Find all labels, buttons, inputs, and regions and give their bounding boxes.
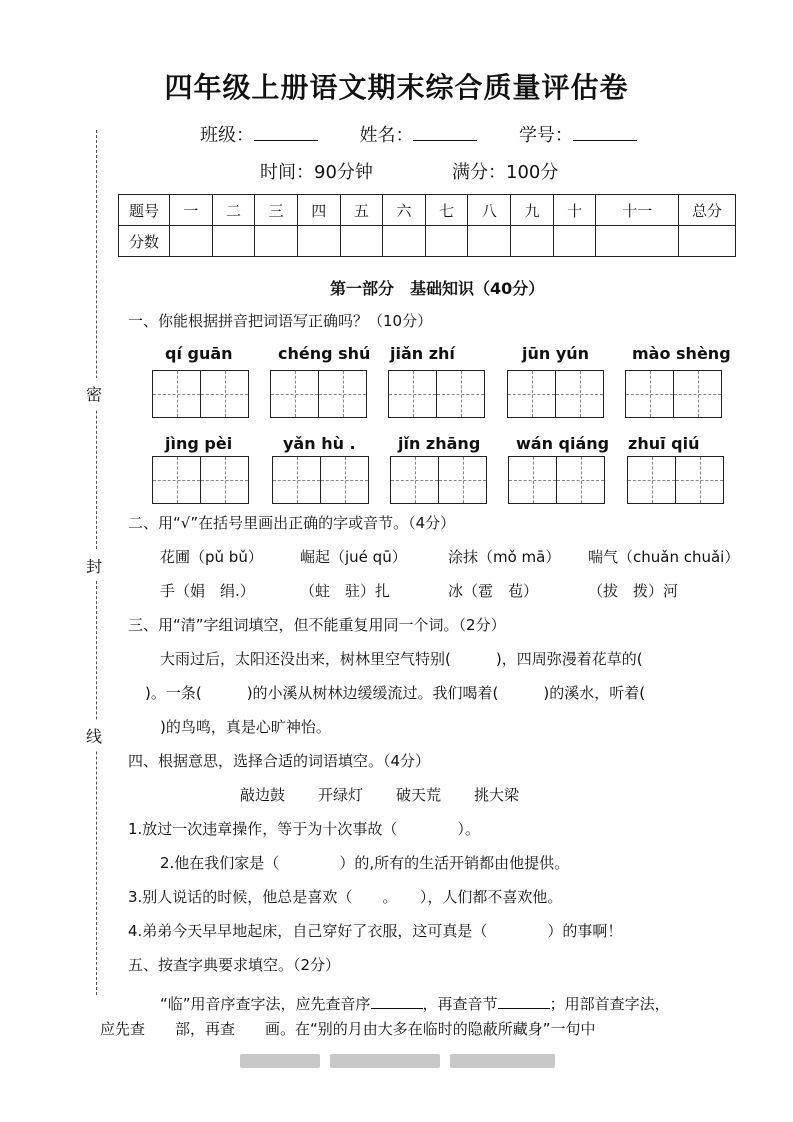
writing-grid[interactable] [390,456,487,504]
class-label: 班级： [200,125,254,146]
q4-option: 挑大梁 [474,786,520,804]
pinyin-label: jiǎn zhí [390,344,455,363]
binding-char-xian: 线 [86,720,102,751]
pinyin-label: chéng shú [278,344,371,363]
student-no-label: 学号： [518,125,573,146]
q1-heading: 一、你能根据拼音把词语写正确吗？（10分） [128,312,433,330]
q2-item[interactable]: 冰（雹 苞） [448,582,539,600]
table-cell: 一 [170,195,213,226]
pinyin-label: qí guān [165,344,233,363]
table-cell: 十一 [596,195,679,226]
score-cell[interactable] [340,226,383,257]
writing-grid[interactable] [508,456,605,504]
pinyin-label: wán qiáng [516,434,610,453]
score-table-score-row [119,226,736,257]
q2-item[interactable]: （蛀 驻）扎 [300,582,391,600]
writing-grid[interactable] [627,456,724,504]
table-cell: 五 [340,195,383,226]
q4-sentence: 3.别人说话的时候，他总是喜欢（ 。 ），人们都不喜欢他。 [128,888,563,906]
writing-grid[interactable] [152,456,249,504]
score-cell[interactable] [425,226,468,257]
q4-option: 开绿灯 [318,786,364,804]
score-table [118,194,736,257]
score-cell[interactable] [553,226,596,257]
table-cell: 八 [468,195,511,226]
q3-heading: 三、用“清”字组词填空，但不能重复用同一个词。（2分） [128,616,506,634]
q5-heading: 五、按查字典要求填空。（2分） [128,956,341,974]
table-cell: 三 [255,195,298,226]
table-cell: 题号 [119,195,170,226]
q2-item[interactable]: 崛起（jué qū） [300,548,407,566]
table-cell: 分数 [119,226,170,257]
writing-grid[interactable] [388,370,485,418]
part1-heading: 第一部分 基础知识（40分） [330,279,545,298]
name-blank[interactable] [413,120,477,141]
q4-option: 敲边鼓 [240,786,286,804]
score-cell[interactable] [383,226,426,257]
table-cell: 二 [212,195,255,226]
student-no-blank[interactable] [573,120,637,141]
pinyin-label: mào shèng [632,344,731,363]
q2-heading: 二、用“√”在括号里画出正确的字或音节。（4分） [128,514,456,532]
q5-text-a: “临”用音序查字法，应先查音序 [160,995,371,1013]
q3-text-line: )。一条( )的小溪从树林边缓缓流过。我们喝着( )的溪水，听着( [145,684,646,702]
watermark-blur [330,1054,440,1068]
exam-title: 四年级上册语文期末综合质量评估卷 [164,71,629,104]
table-cell: 六 [383,195,426,226]
score-cell[interactable] [255,226,298,257]
class-blank[interactable] [254,120,318,141]
score-cell[interactable] [679,226,736,257]
time-text: 时间：90分钟 [260,162,373,183]
q2-item[interactable]: 手（娟 绢.） [160,582,255,600]
pinyin-label: jìng pèi [165,434,233,453]
q5-text-c: ；用部首查字法， [549,995,670,1013]
pinyin-label: yǎn hù . [283,434,356,453]
q4-sentence: 4.弟弟今天早早地起床，自己穿好了衣服，这可真是（ ）的事啊！ [128,922,623,940]
writing-grid[interactable] [625,370,722,418]
table-cell: 七 [425,195,468,226]
q2-item[interactable]: 涂抹（mǒ mā） [448,548,561,566]
q4-heading: 四、根据意思，选择合适的词语填空。（4分） [128,752,431,770]
name-label: 姓名： [359,125,414,146]
score-cell[interactable] [468,226,511,257]
score-cell[interactable] [212,226,255,257]
q3-text-line: )的鸟鸣，真是心旷神怡。 [160,718,331,736]
q4-option: 破天荒 [396,786,442,804]
q4-sentence: 1.放过一次违章操作，等于为十次事故（ ）。 [128,820,480,838]
writing-grid[interactable] [507,370,604,418]
writing-grid[interactable] [270,370,367,418]
q2-item[interactable]: （拔 拨）河 [588,582,679,600]
score-cell[interactable] [511,226,554,257]
table-cell: 总分 [679,195,736,226]
writing-grid[interactable] [272,456,369,504]
pinyin-label: jǐn zhāng [398,434,481,453]
pinyin-label: zhuī qiú [628,434,700,453]
q2-item[interactable]: 花圃（pǔ bǔ） [160,548,263,566]
q5-text-cropped-line: 应先查 部，再查 画。在“别的月由大多在临时的隐蔽所藏身”一句中 [100,1020,596,1038]
table-cell: 九 [511,195,554,226]
student-info-line [200,120,637,147]
full-score-text: 满分：100分 [452,162,559,183]
watermark-blur [240,1054,320,1068]
q4-sentence: 2.他在我们家是（ ）的,所有的生活开销都由他提供。 [160,854,570,872]
table-cell: 十 [553,195,596,226]
pinyin-label: jūn yún [522,344,590,363]
table-cell: 四 [297,195,340,226]
score-cell[interactable] [170,226,213,257]
q5-text-b: ，再查音节 [422,995,498,1013]
binding-char-mi: 密 [86,378,102,409]
q5-blank-letter[interactable] [371,988,423,1009]
binding-char-feng: 封 [86,550,102,581]
writing-grid[interactable] [152,370,249,418]
score-cell[interactable] [297,226,340,257]
q3-text-line: 大雨过后，太阳还没出来，树林里空气特别( )，四周弥漫着花草的( [160,650,643,668]
q5-text-line [160,988,670,1014]
q5-blank-syllable[interactable] [498,988,550,1009]
score-table-header-row [119,195,736,226]
watermark-blur [450,1054,555,1068]
score-cell[interactable] [596,226,679,257]
q2-item[interactable]: 喘气（chuǎn chuǎi） [588,548,740,566]
